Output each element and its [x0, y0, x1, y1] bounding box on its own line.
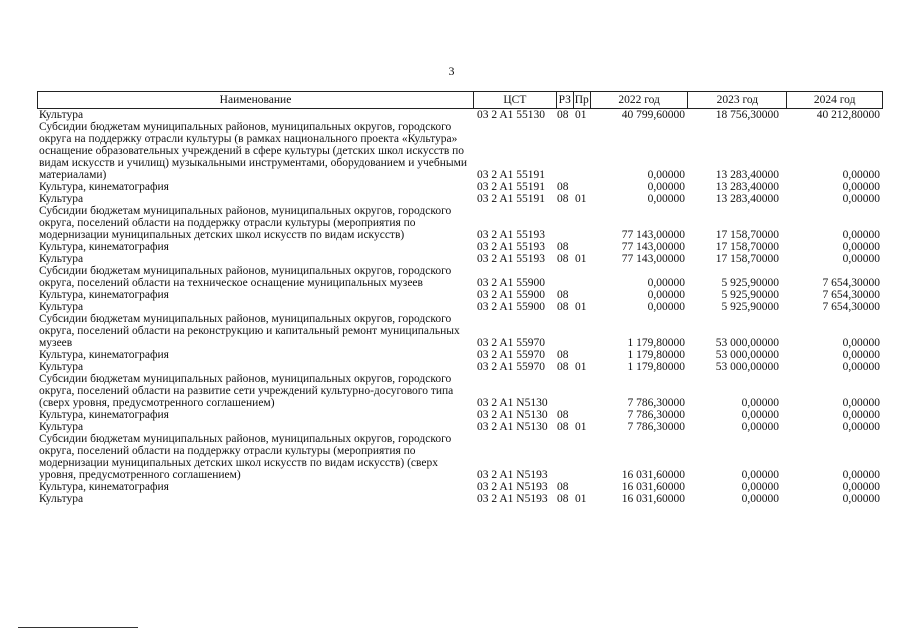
row-2022: 77 143,00000 [621, 253, 685, 265]
row-cst: 03 2 A1 55191 [477, 181, 546, 193]
table-body [37, 109, 883, 505]
row-name: Субсидии бюджетам муниципальных районов, муниципальных округов, городского округа, поселений области на поддержку отрасли культуры (мероприятия по модернизации муниципальных детских школ искусств по видам искусств) [39, 205, 452, 241]
row-2023: 5 925,90000 [721, 289, 779, 301]
row-cst: 03 2 A1 55900 [477, 301, 546, 313]
row-2023: 18 756,30000 [715, 109, 779, 121]
row-2023: 0,00000 [741, 469, 779, 481]
row-name: Культура [39, 421, 84, 433]
row-name: Субсидии бюджетам муниципальных районов, муниципальных округов, городского округа, поселений области на поддержку отрасли культуры (мероприятия по модернизации муниципальных детских школ искусств по видам искусств) (сверх уровня, предусмотренного соглашением) [39, 433, 452, 481]
row-2023: 0,00000 [741, 397, 779, 409]
row-2024: 0,00000 [842, 349, 880, 361]
row-2023: 0,00000 [741, 493, 779, 505]
row-2023: 0,00000 [741, 409, 779, 421]
row-2023: 13 283,40000 [715, 169, 779, 181]
row-2024: 0,00000 [842, 481, 880, 493]
row-pr: 01 [575, 193, 587, 205]
table-row [37, 361, 883, 373]
row-2024: 0,00000 [842, 193, 880, 205]
row-2024: 7 654,30000 [822, 289, 880, 301]
row-rz: 08 [557, 253, 569, 265]
table-row [37, 481, 883, 493]
row-name: Культура [39, 493, 84, 505]
row-2024: 0,00000 [842, 169, 880, 181]
row-2023: 53 000,00000 [715, 361, 779, 373]
footnote-divider [18, 627, 138, 628]
row-rz: 08 [557, 301, 569, 313]
row-cst: 03 2 A1 55193 [477, 229, 546, 241]
budget-table [37, 91, 883, 505]
row-2022: 0,00000 [647, 193, 685, 205]
row-2022: 0,00000 [647, 169, 685, 181]
row-pr: 01 [575, 301, 587, 313]
table-row [37, 313, 883, 349]
row-2024: 40 212,80000 [816, 109, 880, 121]
row-rz: 08 [557, 493, 569, 505]
header-2022: 2022 год [590, 92, 688, 108]
row-2022: 16 031,60000 [621, 469, 685, 481]
row-cst: 03 2 A1 55130 [477, 109, 546, 121]
row-cst: 03 2 A1 N5130 [477, 409, 548, 421]
row-2024: 0,00000 [842, 229, 880, 241]
row-2023: 5 925,90000 [721, 301, 779, 313]
row-name: Культура [39, 361, 84, 373]
row-2022: 77 143,00000 [621, 229, 685, 241]
row-2023: 0,00000 [741, 421, 779, 433]
row-2024: 0,00000 [842, 421, 880, 433]
table-header [37, 91, 883, 109]
row-2023: 0,00000 [741, 481, 779, 493]
row-name: Субсидии бюджетам муниципальных районов, муниципальных округов, городского округа, поселений области на техническое оснащение муниципальных музеев [39, 265, 452, 289]
row-pr: 01 [575, 361, 587, 373]
row-2023: 5 925,90000 [721, 277, 779, 289]
row-2022: 16 031,60000 [621, 481, 685, 493]
row-2022: 1 179,80000 [627, 349, 685, 361]
row-2024: 0,00000 [842, 397, 880, 409]
row-rz: 08 [557, 289, 569, 301]
row-2022: 7 786,30000 [627, 421, 685, 433]
row-rz: 08 [557, 481, 569, 493]
page-number: 3 [448, 64, 455, 78]
table-row [37, 421, 883, 433]
row-2024: 0,00000 [842, 181, 880, 193]
table-row [37, 493, 883, 505]
row-name: Культура, кинематография [39, 349, 169, 361]
row-2024: 0,00000 [842, 253, 880, 265]
table-row [37, 193, 883, 205]
row-name: Субсидии бюджетам муниципальных районов, муниципальных округов, городского округа на поддержку отрасли культуры (в рамках национального проекта «Культура» оснащение образовательных учреждений в сфере культуры (детских школ искусств по видам искусств и училищ) музыкальными инструментами, оборудованием и учебными материалами) [39, 121, 468, 181]
table-row [37, 289, 883, 301]
row-name: Культура [39, 109, 84, 121]
row-cst: 03 2 A1 N5193 [477, 469, 548, 481]
header-2024: 2024 год [786, 92, 882, 108]
row-2022: 40 799,60000 [621, 109, 685, 121]
row-2024: 0,00000 [842, 241, 880, 253]
row-name: Субсидии бюджетам муниципальных районов, муниципальных округов, городского округа, поселений области на реконструкцию и капитальный ремонт муниципальных музеев [39, 313, 460, 349]
row-2022: 7 786,30000 [627, 397, 685, 409]
row-name: Культура, кинематография [39, 481, 169, 493]
row-rz: 08 [557, 193, 569, 205]
table-row [37, 205, 883, 241]
row-2022: 0,00000 [647, 289, 685, 301]
row-2023: 13 283,40000 [715, 193, 779, 205]
row-name: Культура [39, 301, 84, 313]
row-cst: 03 2 A1 N5193 [477, 481, 548, 493]
table-row [37, 373, 883, 409]
table-row [37, 181, 883, 193]
row-name: Культура, кинематография [39, 181, 169, 193]
row-rz: 08 [557, 109, 569, 121]
row-name: Культура [39, 193, 84, 205]
row-2022: 0,00000 [647, 181, 685, 193]
row-name: Культура, кинематография [39, 409, 169, 421]
table-row [37, 253, 883, 265]
row-name: Культура [39, 253, 84, 265]
row-rz: 08 [557, 421, 569, 433]
row-2024: 0,00000 [842, 469, 880, 481]
table-row [37, 241, 883, 253]
row-cst: 03 2 A1 55193 [477, 241, 546, 253]
row-rz: 08 [557, 409, 569, 421]
header-cst: ЦСТ [473, 92, 556, 108]
header-rz: РЗ [556, 92, 573, 108]
row-rz: 08 [557, 181, 569, 193]
row-rz: 08 [557, 241, 569, 253]
header-name: Наименование [219, 94, 292, 106]
row-2024: 0,00000 [842, 337, 880, 349]
row-2022: 0,00000 [647, 301, 685, 313]
row-cst: 03 2 A1 N5130 [477, 421, 548, 433]
table-row [37, 433, 883, 481]
row-2022: 77 143,00000 [621, 241, 685, 253]
table-row [37, 349, 883, 361]
row-name: Культура, кинематография [39, 289, 169, 301]
row-cst: 03 2 A1 55970 [477, 349, 546, 361]
row-rz: 08 [557, 349, 569, 361]
row-name: Субсидии бюджетам муниципальных районов, муниципальных округов, городского округа, поселений области на развитие сети учреждений культурно-досугового типа (сверх уровня, предусмотренного соглашением) [39, 373, 454, 409]
table-row [37, 265, 883, 289]
row-cst: 03 2 A1 N5193 [477, 493, 548, 505]
row-pr: 01 [575, 253, 587, 265]
header-2023: 2023 год [687, 92, 786, 108]
row-2023: 13 283,40000 [715, 181, 779, 193]
row-cst: 03 2 A1 55900 [477, 289, 546, 301]
row-pr: 01 [575, 109, 587, 121]
row-2022: 1 179,80000 [627, 361, 685, 373]
row-2022: 0,00000 [647, 277, 685, 289]
header-pr: Пр [574, 94, 589, 106]
row-name: Культура, кинематография [39, 241, 169, 253]
row-cst: 03 2 A1 N5130 [477, 397, 548, 409]
row-cst: 03 2 A1 55191 [477, 169, 546, 181]
row-2024: 0,00000 [842, 361, 880, 373]
row-cst: 03 2 A1 55970 [477, 361, 546, 373]
row-cst: 03 2 A1 55191 [477, 193, 546, 205]
row-2024: 0,00000 [842, 493, 880, 505]
row-pr: 01 [575, 493, 587, 505]
table-row [37, 409, 883, 421]
row-cst: 03 2 A1 55970 [477, 337, 546, 349]
row-2022: 7 786,30000 [627, 409, 685, 421]
row-pr: 01 [575, 421, 587, 433]
row-2023: 17 158,70000 [715, 253, 779, 265]
row-2022: 16 031,60000 [621, 493, 685, 505]
row-rz: 08 [557, 361, 569, 373]
row-2023: 17 158,70000 [715, 229, 779, 241]
row-2023: 53 000,00000 [715, 349, 779, 361]
row-cst: 03 2 A1 55193 [477, 253, 546, 265]
row-cst: 03 2 A1 55900 [477, 277, 546, 289]
row-2023: 17 158,70000 [715, 241, 779, 253]
row-2024: 7 654,30000 [822, 301, 880, 313]
table-row [37, 301, 883, 313]
table-row [37, 109, 883, 121]
row-2024: 0,00000 [842, 409, 880, 421]
row-2024: 7 654,30000 [822, 277, 880, 289]
row-2022: 1 179,80000 [627, 337, 685, 349]
table-row [37, 121, 883, 181]
row-2023: 53 000,00000 [715, 337, 779, 349]
